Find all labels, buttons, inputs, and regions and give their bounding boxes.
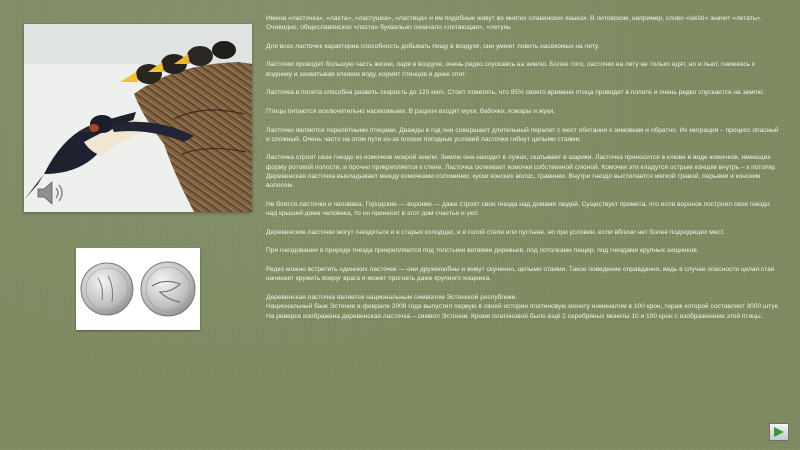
next-slide-button[interactable]: [769, 423, 789, 441]
speaker-icon[interactable]: [34, 178, 70, 208]
paragraph-diet: Птицы питаются исключительно насекомыми. В рацион входят мухи, бабочки, комары и жуки.: [266, 107, 555, 115]
paragraph-nature-nests: При гнездовании в природе гнезда прикрепляются под толстыми ветвями деревьев, под потолками пещер, под гнездами крупных хищников.: [266, 247, 699, 255]
paragraph-flocks: Редко можно встретить одиноких ласточек — они дружелюбны и живут скученно, целыми стаями. Такое поведение оправданно, ведь в случае опасности целая стая начинает кружить вокруг врага и может прогнать даже крупного хищника.: [266, 266, 775, 283]
paragraph-nest-building: Ласточка строит свое гнездо из комочков мокрой земли. Землю она находит в лужах, скатывает в шарики. Ласточка приносится в клюве в виде комочков, имеющих форму ротовой полости, и прочно прикрепляется к стене. Ласточка склеивает комочки собственной слюной. Комочки эти кладутся острым концом внутрь – к потолку. Деревенская ласточка выкладывает между комочками соломинки, куски конских волос, травинки. Внутри гнездо выстилается мягкой травой, перьями и конским волосом.: [266, 154, 776, 190]
coins-image: [76, 248, 200, 330]
paragraph-estonia-symbol: Деревенская ласточка является национальным символом Эстонской республики. Национальный банк Эстонии в феврале 2008 года выпустил первую в своей истории платиновую монету номиналом в 100 крон, тираж которой составляет 3000 штук. На реверсе изображена деревенская ласточка – символ Эстонии. Кроме платиновой было ещё 2 серебряных монеты 10 и 100 крон с изображением этой птицы.: [266, 293, 780, 320]
paragraph-life-in-air: Ласточки проводят большую часть жизни, паря в воздухе, очень редко спускаясь на землю. Более того, ласточки на лету не только едят, но и пьют, снижаясь к водоему и захватывая клювом воду, кормят птенцов и даже спят.: [266, 61, 755, 78]
paragraph-speed: Ласточка в полета способна развить скорость до 120 км/ч. Стоит отметить, что 95% своего времени птица проводит в полете и очень редко спускается на землю.: [266, 89, 765, 97]
next-arrow-icon: [772, 426, 786, 438]
article-text: [266, 14, 782, 428]
paragraph-migration: Ласточки являются перелётными птицами. Дважды в год они совершают длительный перелет с мест обитания к зимовкам и обратно. Их миграция – процесс опасный и сложный. Очень часто на этом пути из-за плохих погодных условий ласточки гибнут целыми стаями.: [266, 126, 779, 143]
paragraph-name-origin: Имена «ласточка», «ласта», «ластушка», «ластица» и им подобные живут во многих славянских языках. В литовском, например, слово «lakštì» значит «летать». Очевидно, общеславянское «ласта» буквально означало «летающая», «летунь: [266, 15, 762, 32]
paragraph-wells: Деревенские ласточки могут гнездиться и в старых колодцах, и в голой степи или пустыне, но при условии, если вблизи нет более подходящих мест.: [266, 228, 725, 236]
paragraph-feeding-ability: Для всех ласточек характерна способность добывать пищу в воздухе, они умеют ловить насекомых на лету.: [266, 42, 600, 50]
paragraph-humans: Не боятся ласточки и человека. Городские — воронки — даже строят свои гнезда над домами людей. Существует примета, что если воронок построил свое гнездо над крышей дома человека, то он принесет в этот дом счастье и уют.: [266, 200, 770, 218]
